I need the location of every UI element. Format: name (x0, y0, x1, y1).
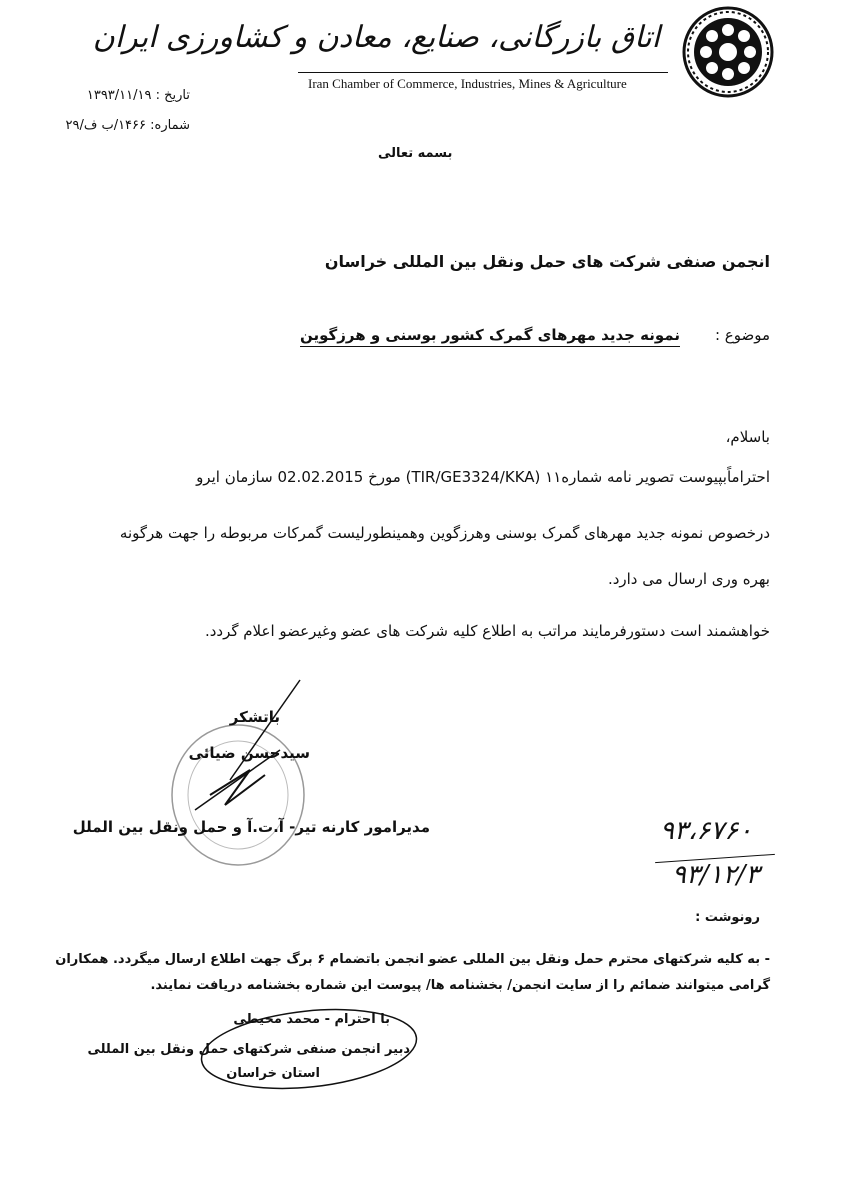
copy-line-2: گرامی میتوانند ضمائم را از سایت انجمن/ بخشنامه ها/ پیوست این شماره بخشنامه دریافت نمایند. (150, 978, 770, 993)
letter-date: تاریخ : ۱۳۹۳/۱۱/۱۹ (86, 88, 190, 103)
subject-label: موضوع : (714, 326, 770, 344)
request-line: خواهشمند است دستورفرمایند مراتب به اطلاع کلیه شرکت های عضو وغیرعضو اعلام گردد. (204, 622, 770, 640)
body-line-2: درخصوص نمونه جدید مهرهای گمرک بوسنی وهرزگوین وهمینطورلیست گمرکات مربوطه را جهت هرگونه (119, 524, 770, 542)
body-line-1: احتراماًبپیوست تصویر نامه شماره۱۱ (TIR/GE3324/KKA) مورخ 02.02.2015 سازمان ایرو (196, 468, 770, 486)
handwritten-number: ۹۳،۶۷۶۰ (660, 816, 753, 846)
sender-title: دبیر انجمن صنفی شرکتهای حمل ونقل بین المللی (87, 1042, 410, 1057)
closing: باتشکر (229, 708, 280, 726)
subject-text: نمونه جدید مهرهای گمرک کشور بوسنی و هرزگوین (300, 326, 680, 344)
recipient: انجمن صنفی شرکت های حمل ونقل بین المللی خراسان (324, 252, 770, 271)
handwritten-date: ۹۳/۱۲/۳ (672, 860, 760, 890)
greeting: باسلام، (725, 428, 770, 446)
chamber-logo (682, 6, 774, 98)
org-name-fa: اتاق بازرگانی، صنایع، معادن و کشاورزی ایران (92, 20, 660, 55)
body-line-3: بهره وری ارسال می دارد. (607, 570, 770, 588)
copy-line-1: - به کلیه شرکتهای محترم حمل ونقل بین المللی عضو انجمن باتضمام ۶ برگ جهت اطلاع ارسال میگردد. همکاران (55, 952, 770, 967)
sender-region: استان خراسان (226, 1066, 320, 1081)
letter-number: شماره: ۱۴۶۶/ب ف/۲۹ (65, 118, 190, 133)
signer-title: مدیرامور کارنه تیر- آ.ت.آ و حمل ونقل بین الملل (72, 818, 430, 836)
invocation: بسمه تعالی (378, 146, 453, 161)
regards-line: با احترام - محمد محیطی (233, 1012, 390, 1027)
signer-name: سیدحسن ضیائی (188, 744, 310, 762)
copy-label: رونوشت : (695, 910, 760, 925)
header-divider (298, 72, 668, 73)
org-name-en: Iran Chamber of Commerce, Industries, Mines & Agriculture (308, 76, 627, 91)
